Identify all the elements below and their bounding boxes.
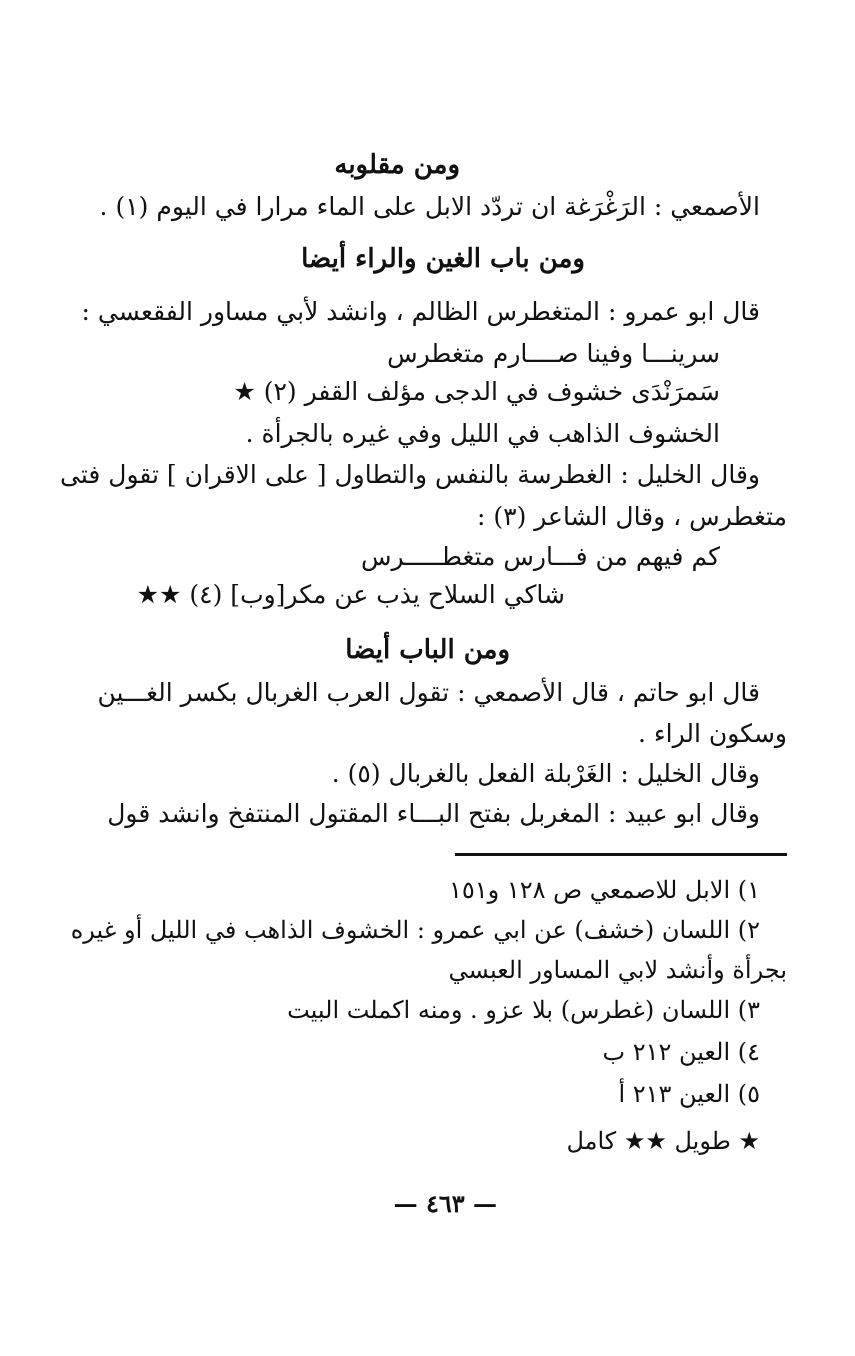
text-line: متغطرس ، وقال الشاعر (٣) : bbox=[477, 502, 787, 531]
verse-line: سرينـــا وفينا صــــارم متغطرس bbox=[387, 339, 720, 368]
verse-line: سَمرَنْدَى خشوف في الدجى مؤلف القفر (٢) ★ bbox=[233, 377, 720, 406]
text-line: وقال الخليل : الغَرْبلة الفعل بالغربال (٥) . bbox=[331, 759, 760, 788]
meter-legend: ★ طويل ★★ كامل bbox=[566, 1127, 760, 1155]
text-line: وسكون الراء . bbox=[638, 719, 787, 748]
text-line: قال ابو حاتم ، قال الأصمعي : تقول العرب الغربال بكسر الغـــين bbox=[97, 678, 760, 707]
footnote: بجرأة وأنشد لابي المساور العبسي bbox=[448, 956, 787, 984]
footnote: ١) الابل للاصمعي ص ١٢٨ و١٥١ bbox=[448, 876, 760, 904]
verse-line: كم فيهم من فـــارس متغطـــــرس bbox=[361, 542, 720, 571]
footnote: ٢) اللسان (خشف) عن ابي عمرو : الخشوف الذاهب في الليل أو غيره bbox=[70, 916, 760, 944]
footnote: ٤) العين ٢١٢ ب bbox=[602, 1038, 760, 1066]
footnote: ٥) العين ٢١٣ أ bbox=[618, 1080, 760, 1108]
section-heading: ومن الباب أيضا bbox=[345, 635, 510, 665]
section-heading: ومن باب الغين والراء أيضا bbox=[301, 244, 585, 274]
text-line: الأصمعي : الرَغْرَغة ان تردّد الابل على الماء مرارا في اليوم (١) . bbox=[99, 192, 760, 221]
text-line: الخشوف الذاهب في الليل وفي غيره بالجرأة . bbox=[245, 419, 720, 448]
section-heading: ومن مقلوبه bbox=[334, 150, 460, 180]
verse-line: شاكي السلاح يذب عن مكر[وب] (٤) ★★ bbox=[136, 580, 565, 609]
text-line: وقال ابو عبيد : المغربل بفتح البـــاء المقتول المنتفخ وانشد قول bbox=[107, 799, 760, 828]
footnote-separator bbox=[455, 853, 787, 856]
text-line: قال ابو عمرو : المتغطرس الظالم ، وانشد لأبي مساور الفقعسي : bbox=[81, 297, 760, 326]
page-number: — ٤٦٣ — bbox=[393, 1189, 497, 1218]
footnote: ٣) اللسان (غطرس) بلا عزو . ومنه اكملت البيت bbox=[287, 996, 760, 1024]
text-line: وقال الخليل : الغطرسة بالنفس والتطاول [ على الاقران ] تقول فتى bbox=[60, 460, 760, 489]
